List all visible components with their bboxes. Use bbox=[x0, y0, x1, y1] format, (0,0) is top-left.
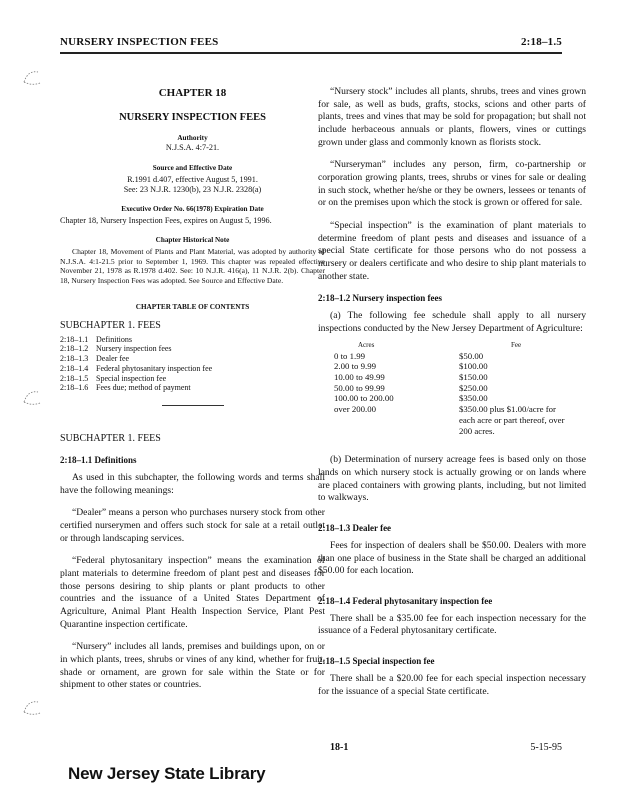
subchapter-heading: SUBCHAPTER 1. FEES bbox=[60, 320, 161, 332]
header-section: 2:18–1.5 bbox=[520, 36, 562, 48]
definition-dealer: “Dealer” means a person who purchases nursery stock from other certified nurserymen and offers such stock for sale at a retail outlet or through landscaping services. bbox=[60, 507, 325, 544]
punch-hole-mark bbox=[18, 386, 48, 408]
definition-nurseryman: “Nurseryman” includes any person, firm, co-partnership or corporation growing plants, trees, shrubs or vines for sale or dealing in such stock, whether he/she or they be owners, lessees or tenants of or on the premises upon which the stock is grown or offered for sale. bbox=[318, 159, 586, 209]
definitions-intro: As used in this subchapter, the following words and terms shall have the following meanings: bbox=[60, 472, 325, 496]
fee-row: 2.00 to 9.99 $100.00 bbox=[334, 361, 488, 372]
toc-entry: 2:18–1.5 Special inspection fee bbox=[60, 373, 167, 383]
fee-table-header bbox=[318, 341, 586, 350]
authority-heading: Authority bbox=[177, 134, 208, 143]
toc-entry: 2:18–1.1 Definitions bbox=[60, 334, 132, 344]
header-title: NURSERY INSPECTION FEES bbox=[60, 36, 219, 48]
column-header-acres: Acres bbox=[358, 341, 375, 350]
fee-table bbox=[318, 341, 586, 436]
section-heading: 2:18–1.5 Special inspection fee bbox=[318, 656, 435, 667]
section-heading: 2:18–1.1 Definitions bbox=[60, 455, 137, 466]
library-stamp: New Jersey State Library bbox=[68, 764, 266, 783]
definition-special-inspection: “Special inspection” is the examination of plant materials to determine freedom of plant pests and diseases and issuance of a special State certificate for those persons who do not possess a nursery or dealers certificate and who desire to ship plant materials to another state. bbox=[318, 219, 586, 282]
fee-row: 100.00 to 200.00 $350.00 bbox=[334, 393, 488, 404]
revision-date: 5-15-95 bbox=[530, 742, 562, 753]
source-line: R.1991 d.407, effective August 5, 1991. bbox=[127, 174, 258, 184]
fee-row: 10.00 to 49.99 $150.00 bbox=[334, 372, 488, 383]
historical-note-text: Chapter 18, Movement of Plants and Plant Material, was adopted by authority of N.J.S.A. 4:1-21.5 prior to September 1, 1969. This chapter was repealed effective November 21, 1978 as R.1978 d.402. See: 10 N.J.R. 416(a), 11 N.J.R. 2(b). Chapter 18, Nursery Inspection Fees was adopted. See Source and Effective Date. bbox=[60, 247, 325, 285]
source-line: See: 23 N.J.R. 1230(b), 23 N.J.R. 2328(a) bbox=[123, 184, 262, 194]
table-of-contents bbox=[60, 335, 325, 394]
toc-entry: 2:18–1.6 Fees due; method of payment bbox=[60, 383, 191, 393]
running-header bbox=[60, 36, 562, 54]
dealer-fee-text: Fees for inspection of dealers shall be $50.00. Dealers with more than one place of business in the State shall be charged an additional $50.00 for each location. bbox=[318, 539, 586, 577]
executive-order-text: Chapter 18, Nursery Inspection Fees, expires on August 5, 1996. bbox=[60, 216, 272, 226]
section-heading: 2:18–1.3 Dealer fee bbox=[318, 522, 392, 533]
section-heading: 2:18–1.2 Nursery inspection fees bbox=[318, 293, 442, 304]
definition-nursery: “Nursery” includes all lands, premises and buildings upon, on or in which plants, trees, shrubs or vines of any kind, whether for fruit, shade or ornament, are grown for sale within the State or for shipment to other states or countries. bbox=[60, 641, 325, 691]
punch-hole-mark bbox=[18, 696, 48, 718]
toc-heading: CHAPTER TABLE OF CONTENTS bbox=[135, 303, 250, 312]
acreage-determination: (b) Determination of nursery acreage fees is based only on those lands on which nursery stock is actually growing or on lands where are placed containers with growing plants, including, but not limited to walkways. bbox=[318, 454, 586, 504]
executive-order-heading: Executive Order No. 66(1978) Expiration Date bbox=[121, 205, 264, 214]
toc-entry: 2:18–1.2 Nursery inspection fees bbox=[60, 344, 172, 354]
special-fee-text: There shall be a $20.00 fee for each special inspection necessary for the issuance of a special State certificate. bbox=[318, 672, 586, 697]
definition-federal-inspection: “Federal phytosanitary inspection” means the examination of plant materials to determine freedom of plant pest and diseases for those persons desiring to ship plants or plant products to other countries and the issuance of a United States Department of Agriculture, Animal Plant Health Inspection Service, Plant Pest Quarantine inspection certificate. bbox=[60, 555, 325, 630]
chapter-title: NURSERY INSPECTION FEES bbox=[119, 111, 266, 123]
definition-nursery-stock: “Nursery stock” includes all plants, shrubs, trees and vines grown for sale, as well as buds, grafts, stocks, scions and other parts of plants, trees and vines that may be sold for propagation; but shall not include herbaceous annuals or plants, flowers, vines or cuttings grown under glass and commonly known as florists stock. bbox=[318, 86, 586, 148]
punch-hole-mark bbox=[18, 66, 48, 88]
right-column bbox=[318, 86, 586, 698]
toc-entry: 2:18–1.4 Federal phytosanitary inspection fee bbox=[60, 363, 213, 373]
source-heading: Source and Effective Date bbox=[152, 163, 233, 172]
subchapter-heading: SUBCHAPTER 1. FEES bbox=[60, 433, 161, 444]
left-column bbox=[60, 86, 325, 692]
toc-entry: 2:18–1.3 Dealer fee bbox=[60, 354, 130, 363]
page-number: 18-1 bbox=[330, 742, 349, 753]
fee-row: 0 to 1.99 $50.00 bbox=[334, 350, 484, 361]
fee-row: 50.00 to 99.99 $250.00 bbox=[334, 382, 488, 393]
section-heading: 2:18–1.4 Federal phytosanitary inspection fee bbox=[318, 595, 493, 606]
fee-row: over 200.00 $350.00 plus $1.00/acre for each acre or part thereof, over 200 acres. bbox=[334, 404, 565, 436]
historical-note-heading: Chapter Historical Note bbox=[155, 236, 230, 245]
column-header-fee: Fee bbox=[511, 341, 522, 350]
chapter-number: CHAPTER 18 bbox=[158, 87, 227, 99]
fee-schedule-intro: (a) The following fee schedule shall apply to all nursery inspections conducted by the New Jersey Department of Agriculture: bbox=[318, 310, 586, 334]
authority-text: N.J.S.A. 4:7-21. bbox=[165, 143, 220, 153]
federal-fee-text: There shall be a $35.00 fee for each inspection necessary for the issuance of a Federal phytosanitary certificate. bbox=[318, 612, 586, 637]
